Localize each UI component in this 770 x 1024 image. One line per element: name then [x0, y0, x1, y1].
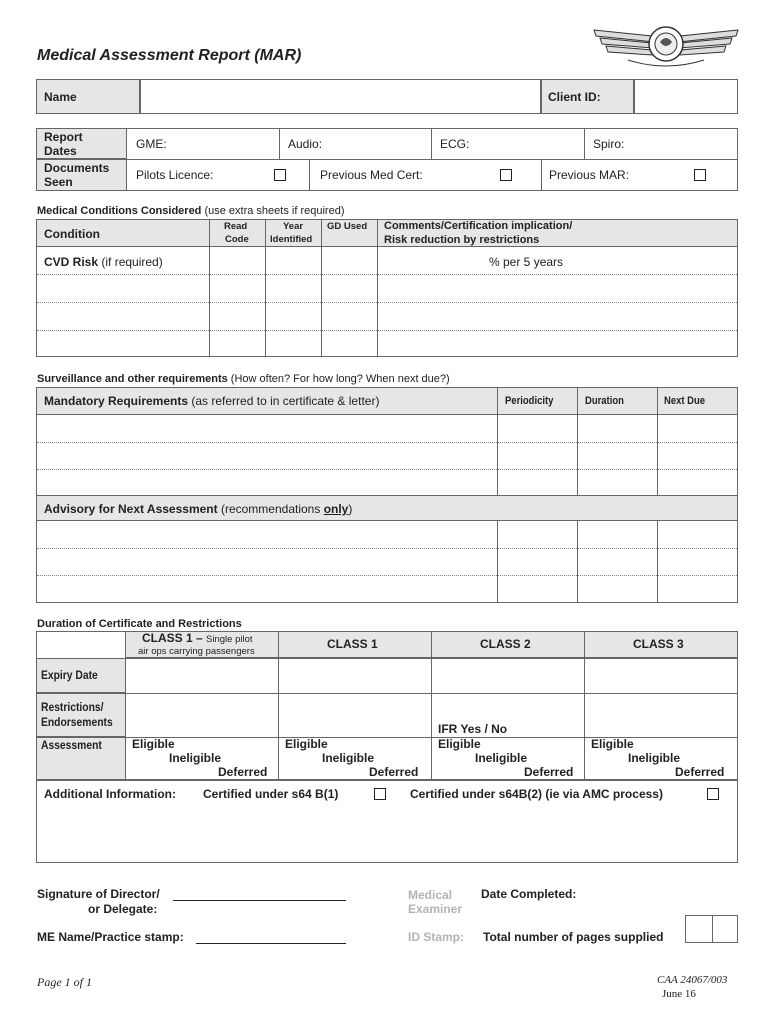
documents-seen-label-1: Documents [44, 161, 110, 175]
director-signature-line[interactable] [173, 900, 346, 901]
cvd-risk-value: % per 5 years [489, 255, 564, 269]
class1-ineligible[interactable]: Ineligible [322, 751, 375, 765]
class3-ineligible[interactable]: Ineligible [628, 751, 681, 765]
col-gd-used: GD Used [327, 221, 368, 232]
client-id-field[interactable] [634, 79, 738, 114]
pilots-licence-checkbox[interactable] [274, 169, 286, 181]
date-completed-label: Date Completed: [481, 887, 577, 901]
class3-header: CLASS 3 [633, 637, 684, 651]
id-stamp-label: ID Stamp: [408, 930, 465, 944]
class1-header: CLASS 1 [327, 637, 378, 651]
cvd-risk-label: CVD Risk (if required) [44, 255, 163, 269]
director-signature-label-1: Signature of Director/ [37, 887, 160, 901]
form-date: June 16 [662, 988, 696, 1000]
col-year-identified-2: Identified [270, 234, 313, 245]
class2-header: CLASS 2 [480, 637, 531, 651]
class3-eligible[interactable]: Eligible [591, 737, 634, 751]
ecg-field[interactable]: ECG: [440, 137, 470, 151]
client-id-label: Client ID: [548, 90, 601, 104]
col-comments-1: Comments/Certification implication/ [384, 220, 573, 232]
previous-med-cert-checkbox[interactable] [500, 169, 512, 181]
col-year-identified-1: Year [283, 221, 304, 232]
medical-examiner-label-2: Examiner [408, 902, 463, 916]
class2-eligible[interactable]: Eligible [438, 737, 481, 751]
s64b1-checkbox[interactable] [374, 788, 386, 800]
col-read-code-1: Read [224, 221, 248, 232]
total-pages-box-1[interactable] [685, 915, 713, 943]
surveillance-section-title: Surveillance and other requirements (How often? For how long? When next due?) [37, 373, 450, 385]
me-name-label: ME Name/Practice stamp: [37, 930, 184, 944]
class2-deferred[interactable]: Deferred [524, 765, 574, 779]
s64b2-label: Certified under s64B(2) (ie via AMC process) [410, 787, 663, 801]
restrictions-label-1: Restrictions/ [41, 700, 104, 714]
name-field[interactable] [140, 79, 541, 114]
pilots-licence-label: Pilots Licence: [136, 168, 214, 182]
class3-deferred[interactable]: Deferred [675, 765, 725, 779]
class1sp-eligible[interactable]: Eligible [132, 737, 175, 751]
col-duration: Duration [585, 395, 624, 407]
s64b1-label: Certified under s64 B(1) [203, 787, 339, 801]
previous-med-cert-label: Previous Med Cert: [320, 168, 423, 182]
s64b2-checkbox[interactable] [707, 788, 719, 800]
report-dates-label-1: Report [44, 130, 83, 144]
class1sp-deferred[interactable]: Deferred [218, 765, 268, 779]
director-signature-label-2: or Delegate: [88, 902, 158, 916]
audio-field[interactable]: Audio: [288, 137, 323, 151]
col-read-code-2: Code [225, 234, 249, 245]
previous-mar-checkbox[interactable] [694, 169, 706, 181]
restrictions-label-2: Endorsements [41, 715, 113, 729]
page-title: Medical Assessment Report (MAR) [37, 47, 302, 64]
spiro-field[interactable]: Spiro: [593, 137, 625, 151]
col-comments-2: Risk reduction by restrictions [384, 234, 540, 246]
report-dates-label-2: Dates [44, 144, 77, 158]
additional-info-label: Additional Information: [44, 787, 176, 801]
duration-section-title: Duration of Certificate and Restrictions [37, 618, 242, 630]
class1sp-ineligible[interactable]: Ineligible [169, 751, 222, 765]
conditions-section-title: Medical Conditions Considered (use extra sheets if required) [37, 205, 345, 217]
previous-mar-label: Previous MAR: [549, 168, 630, 182]
documents-seen-label-2: Seen [44, 175, 73, 189]
class1-eligible[interactable]: Eligible [285, 737, 328, 751]
col-periodicity: Periodicity [505, 395, 554, 407]
ifr-yes-no[interactable]: IFR Yes / No [438, 722, 508, 736]
total-pages-box-2[interactable] [712, 915, 738, 943]
page-number: Page 1 of 1 [37, 975, 92, 989]
assessment-label: Assessment [41, 738, 102, 752]
class2-ineligible[interactable]: Ineligible [475, 751, 528, 765]
gme-field[interactable]: GME: [136, 137, 167, 151]
class1-special-header-line2: air ops carrying passengers [138, 646, 255, 657]
mandatory-label: Mandatory Requirements (as referred to in certificate & letter) [44, 394, 380, 408]
total-pages-label: Total number of pages supplied [483, 930, 664, 944]
me-name-line[interactable] [196, 943, 346, 944]
medical-examiner-label-1: Medical [408, 888, 453, 902]
class1-special-header: CLASS 1 – Single pilot [142, 631, 253, 645]
name-label: Name [44, 90, 77, 104]
form-code: CAA 24067/003 [657, 974, 728, 986]
class1-deferred[interactable]: Deferred [369, 765, 419, 779]
col-next-due: Next Due [664, 395, 706, 407]
expiry-label: Expiry Date [41, 668, 98, 682]
caa-wings-logo [592, 22, 740, 72]
advisory-label: Advisory for Next Assessment (recommendations only) [44, 502, 353, 516]
col-condition: Condition [44, 227, 100, 241]
